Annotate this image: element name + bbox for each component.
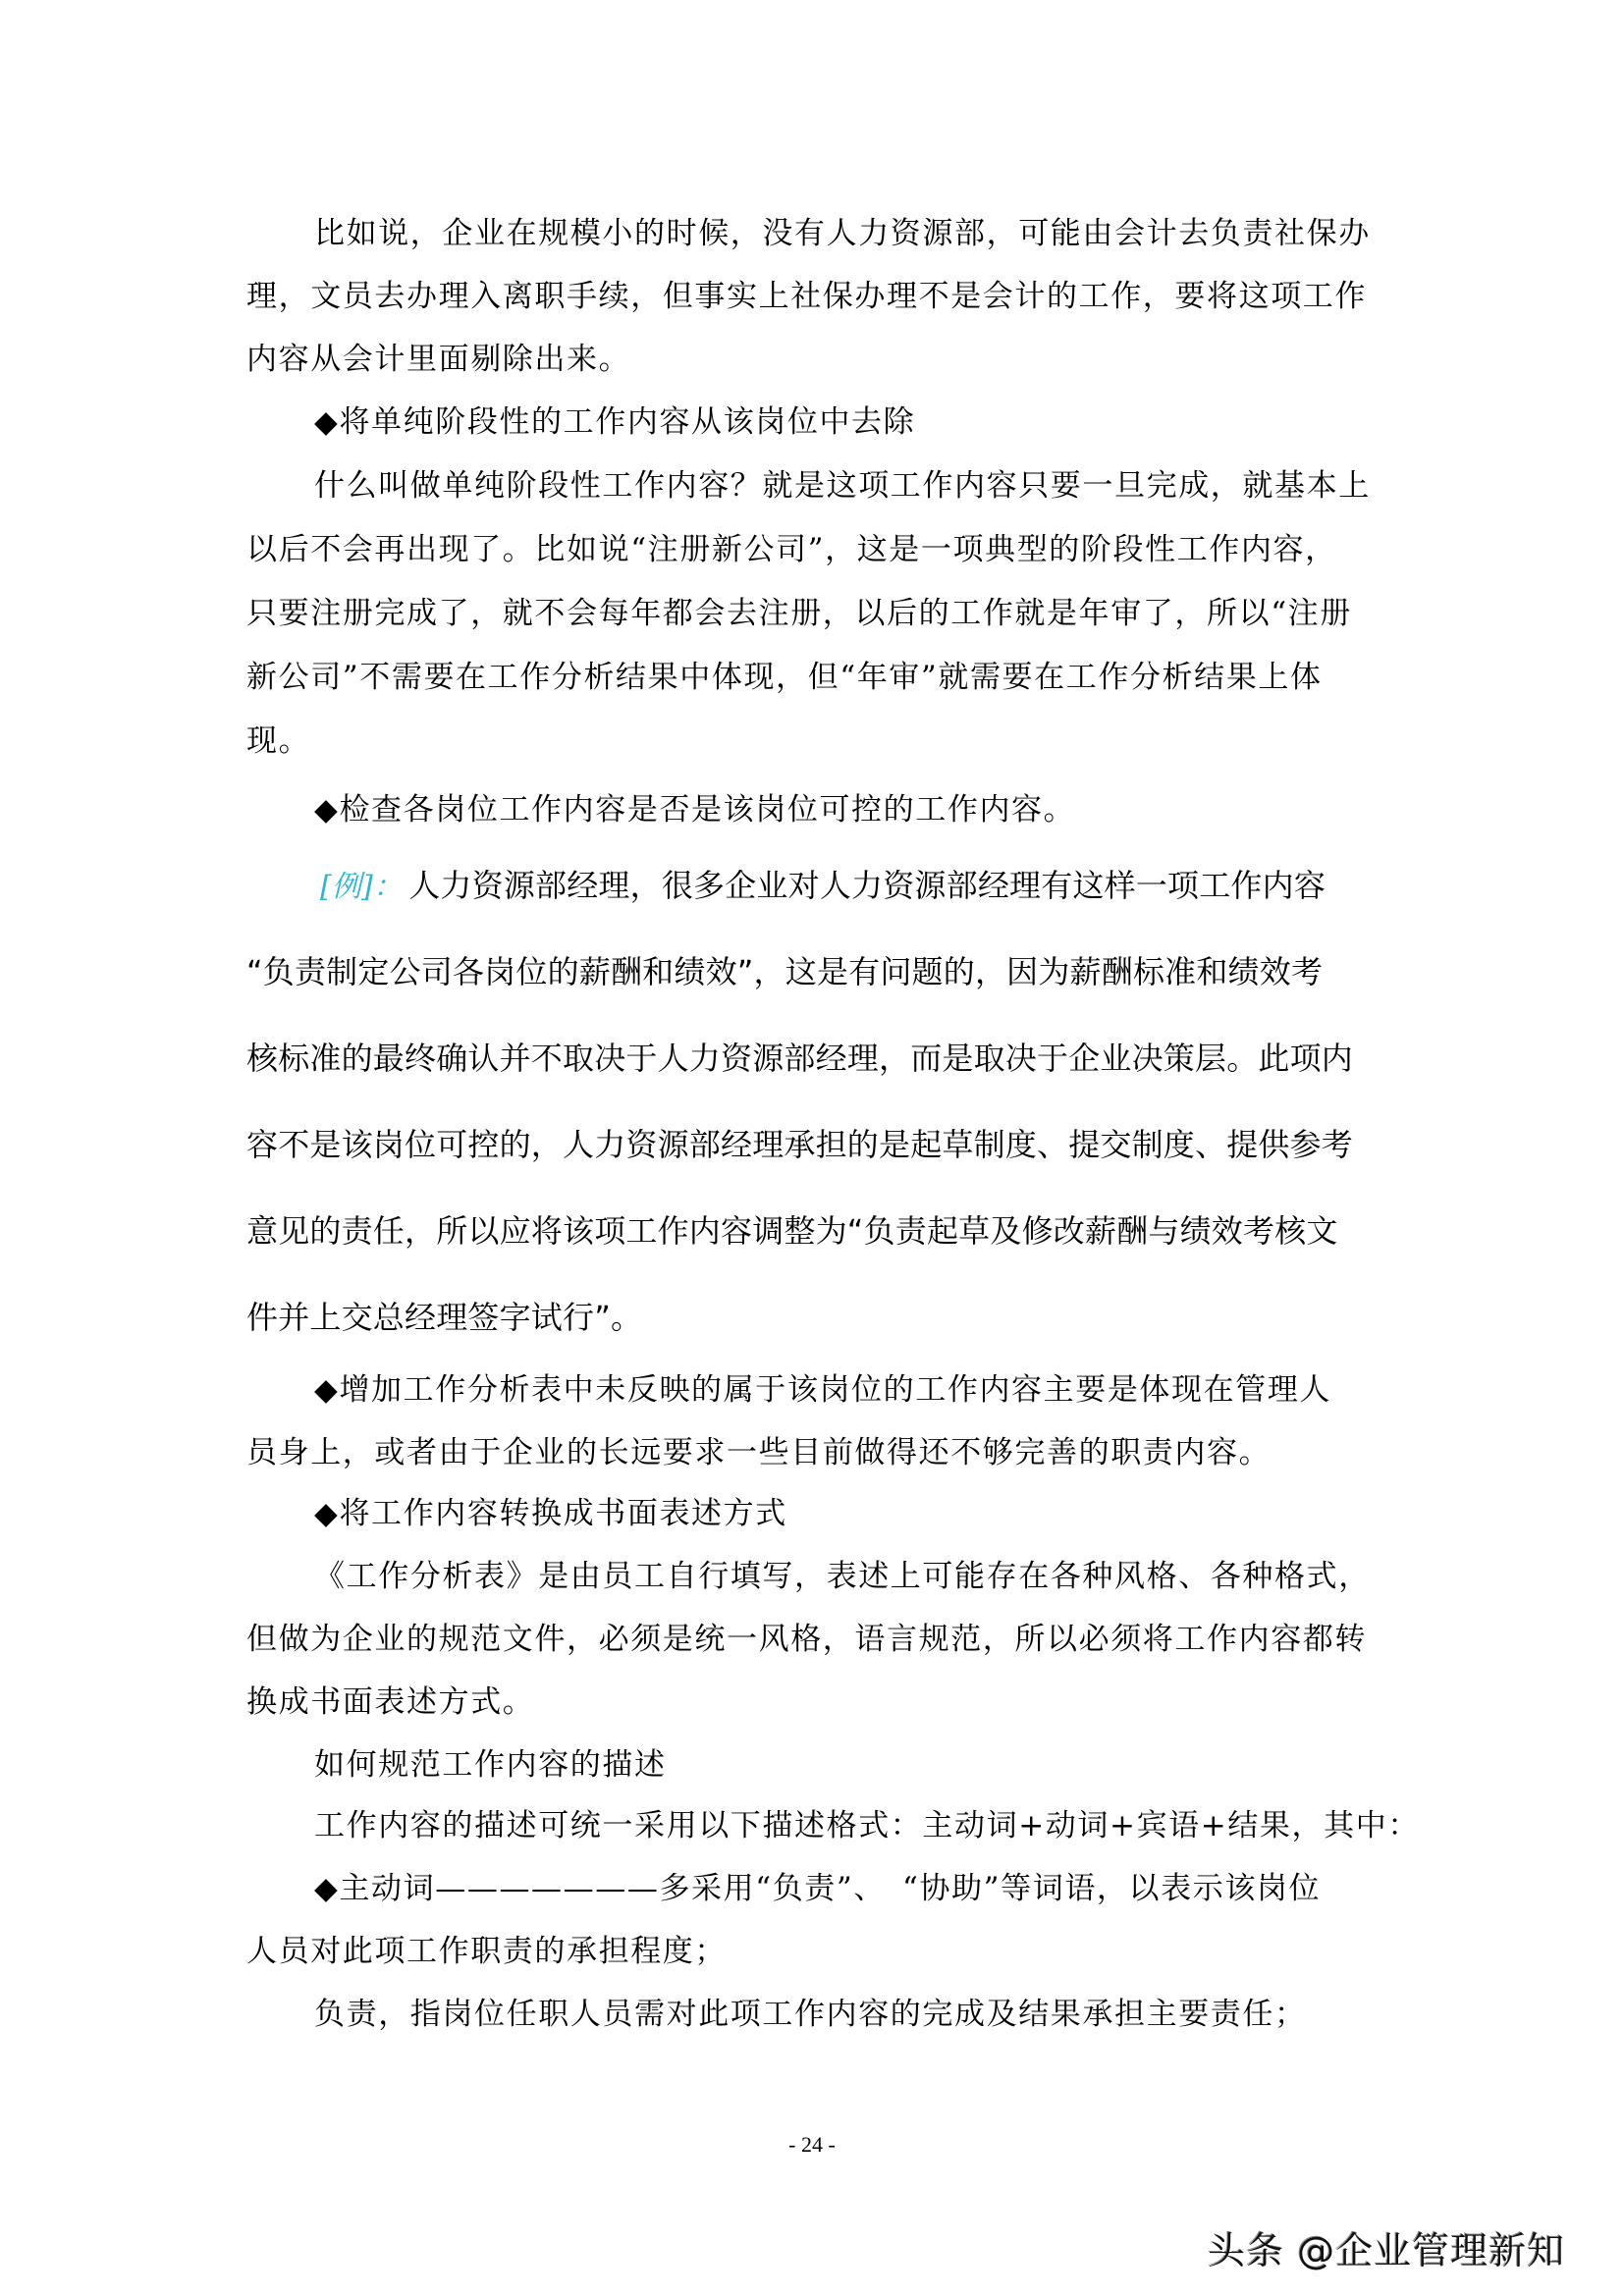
- paragraph-line: 但做为企业的规范文件，必须是统一风格，语言规范，所以必须将工作内容都转: [246, 1622, 1367, 1657]
- paragraph-line: 负责，指岗位任职人员需对此项工作内容的完成及结果承担主要责任；: [314, 1997, 1307, 2032]
- example-line: 件并上交总经理签字试行”。: [246, 1299, 643, 1336]
- bullet-add-content: ◆增加工作分析表中未反映的属于该岗位的工作内容主要是体现在管理人: [314, 1372, 1332, 1408]
- paragraph-line: 理，文员去办理入离职手续，但事实上社保办理不是会计的工作，要将这项工作: [246, 279, 1367, 314]
- example-line: 容不是该岗位可控的，人力资源部经理承担的是起草制度、提交制度、提供参考: [246, 1126, 1354, 1163]
- example-line: [320, 866, 1459, 907]
- paragraph-line: 员身上，或者由于企业的长远要求一些目前做得还不够完善的职责内容。: [246, 1435, 1272, 1470]
- paragraph-line: 什么叫做单纯阶段性工作内容？就是这项工作内容只要一旦完成，就基本上: [314, 468, 1371, 504]
- paragraph-line: 工作内容的描述可统一采用以下描述格式：主动词+动词+宾语+结果，其中：: [314, 1808, 1420, 1843]
- paragraph-line: 现。: [246, 723, 311, 759]
- bullet-remove-phase-work: ◆将单纯阶段性的工作内容从该岗位中去除: [314, 404, 916, 440]
- paragraph-line: 新公司”不需要在工作分析结果中体现，但“年审”就需要在工作分析结果上体: [246, 660, 1323, 695]
- bullet-main-verb: ◆主动词———————多采用“负责”、 “协助”等词语，以表示该岗位: [314, 1871, 1322, 1906]
- example-line: “负责制定公司各岗位的薪酬和绩效”，这是有问题的，因为薪酬标准和绩效考: [246, 953, 1324, 990]
- section-heading: 如何规范工作内容的描述: [314, 1747, 667, 1783]
- example-text: 人力资源部经理，很多企业对人力资源部经理有这样一项工作内容: [408, 867, 1326, 904]
- paragraph-line: 以后不会再出现了。比如说“注册新公司”，这是一项典型的阶段性工作内容，: [246, 532, 1337, 567]
- example-label: [例]：: [320, 870, 404, 904]
- page-number: - 24 -: [788, 2132, 836, 2157]
- watermark: 头条 @企业管理新知: [1208, 2229, 1566, 2272]
- bullet-convert-written: ◆将工作内容转换成书面表述方式: [314, 1496, 787, 1531]
- paragraph-line: 比如说，企业在规模小的时候，没有人力资源部，可能由会计去负责社保办: [314, 216, 1371, 251]
- paragraph-line: 人员对此项工作职责的承担程度；: [246, 1934, 727, 1969]
- paragraph-line: 内容从会计里面剔除出来。: [246, 342, 631, 377]
- example-line: 核标准的最终确认并不取决于人力资源部经理，而是取决于企业决策层。此项内: [246, 1040, 1354, 1077]
- paragraph-line: 《工作分析表》是由员工自行填写，表述上可能存在各种风格、各种格式，: [314, 1559, 1371, 1594]
- paragraph-line: 只要注册完成了，就不会每年都会去注册，以后的工作就是年审了，所以“注册: [246, 596, 1352, 631]
- bullet-check-controllable: ◆检查各岗位工作内容是否是该岗位可控的工作内容。: [314, 792, 1076, 828]
- paragraph-line: 换成书面表述方式。: [246, 1684, 535, 1720]
- example-line: 意见的责任，所以应将该项工作内容调整为“负责起草及修改薪酬与绩效考核文: [246, 1212, 1338, 1250]
